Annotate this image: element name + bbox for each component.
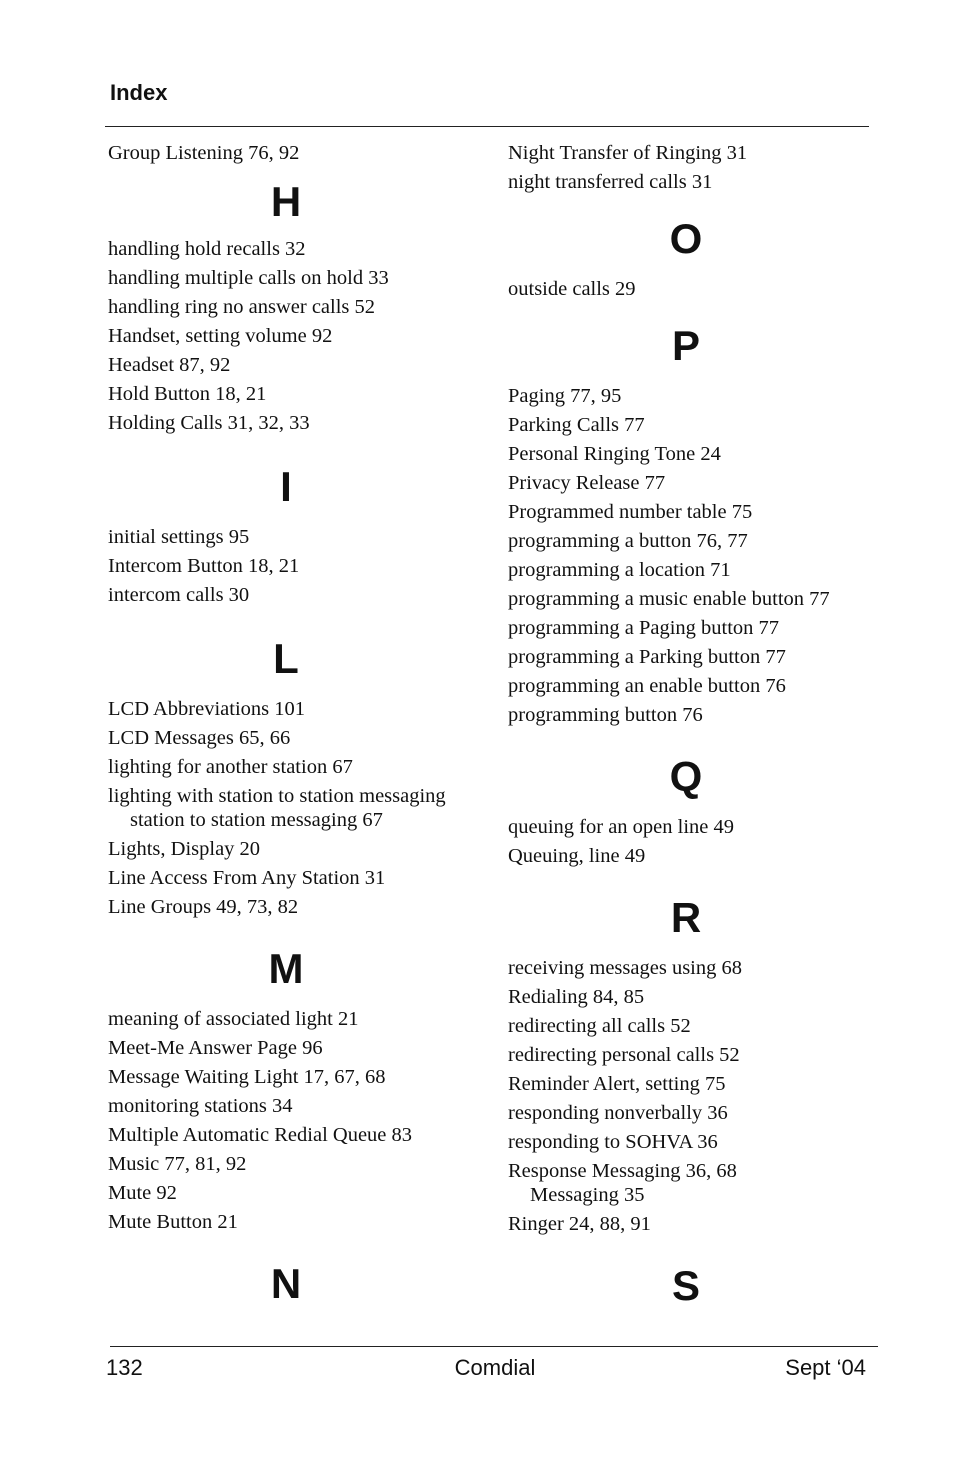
index-entry: meaning of associated light 21 xyxy=(108,1008,359,1030)
section-letter-l: L xyxy=(273,635,299,682)
section-letter-o: O xyxy=(669,215,703,262)
index-entry: monitoring stations 34 xyxy=(108,1095,293,1117)
index-entry: programming a Parking button 77 xyxy=(508,646,786,668)
index-entry: intercom calls 30 xyxy=(108,584,250,606)
index-entry: Parking Calls 77 xyxy=(508,414,645,436)
index-column-right xyxy=(508,139,868,1311)
index-entry: Music 77, 81, 92 xyxy=(108,1153,247,1175)
index-entry: Reminder Alert, setting 75 xyxy=(508,1073,726,1095)
index-entry: Privacy Release 77 xyxy=(508,472,666,494)
index-entry: Mute 92 xyxy=(108,1182,177,1204)
index-entry-main: Response Messaging 36, 68 xyxy=(508,1160,737,1182)
index-entry: handling hold recalls 32 xyxy=(108,238,306,260)
index-entry: responding to SOHVA 36 xyxy=(508,1131,718,1153)
index-entry: Line Access From Any Station 31 xyxy=(108,867,386,889)
index-entry: Night Transfer of Ringing 31 xyxy=(508,142,748,164)
index-entry: LCD Messages 65, 66 xyxy=(108,727,291,749)
index-entry: Intercom Button 18, 21 xyxy=(108,555,300,577)
index-entry: Paging 77, 95 xyxy=(508,385,622,407)
index-subentry: Messaging 35 xyxy=(530,1184,645,1206)
footer-rule xyxy=(110,1346,878,1347)
index-entry: programming button 76 xyxy=(508,704,703,726)
index-entry: night transferred calls 31 xyxy=(508,171,713,193)
index-entry-main: lighting with station to station messaging xyxy=(108,785,446,807)
index-entry: Group Listening 76, 92 xyxy=(108,142,300,164)
index-entry: Multiple Automatic Redial Queue 83 xyxy=(108,1124,413,1146)
index-entry: Mute Button 21 xyxy=(108,1211,238,1233)
header-rule xyxy=(105,126,869,127)
section-letter-i: I xyxy=(280,463,292,510)
index-entry: programming a location 71 xyxy=(508,559,731,581)
section-letter-r: R xyxy=(670,894,702,941)
index-entry: Meet-Me Answer Page 96 xyxy=(108,1037,323,1059)
section-letter-q: Q xyxy=(669,753,703,800)
index-entry: responding nonverbally 36 xyxy=(508,1102,728,1124)
index-entry: programming an enable button 76 xyxy=(508,675,786,697)
index-entry: programming a Paging button 77 xyxy=(508,617,780,639)
footer-date: Sept ‘04 xyxy=(785,1355,866,1380)
index-entry: Queuing, line 49 xyxy=(508,845,646,867)
index-entry: programming a button 76, 77 xyxy=(508,530,748,552)
index-entry: Message Waiting Light 17, 67, 68 xyxy=(108,1066,386,1088)
index-entry: outside calls 29 xyxy=(508,278,636,300)
index-entry: LCD Abbreviations 101 xyxy=(108,698,306,720)
index-entry: receiving messages using 68 xyxy=(508,957,742,979)
index-entry: lighting for another station 67 xyxy=(108,756,353,778)
index-entry: Ringer 24, 88, 91 xyxy=(508,1213,651,1235)
section-letter-m: M xyxy=(268,945,304,992)
index-entry-with-subentry xyxy=(508,1159,868,1207)
footer-page-number: 132 xyxy=(106,1355,143,1380)
section-letter-p: P xyxy=(671,322,700,369)
page-header-title: Index xyxy=(110,80,168,105)
index-subentry: station to station messaging 67 xyxy=(130,809,383,831)
index-entry: Headset 87, 92 xyxy=(108,354,231,376)
index-entry: programming a music enable button 77 xyxy=(508,588,830,610)
index-column-left xyxy=(108,139,468,1309)
section-letter-n: N xyxy=(270,1260,302,1307)
index-entry: redirecting personal calls 52 xyxy=(508,1044,740,1066)
index-entry: Redialing 84, 85 xyxy=(508,986,645,1008)
index-entry: Holding Calls 31, 32, 33 xyxy=(108,412,310,434)
index-entry: Personal Ringing Tone 24 xyxy=(508,443,721,465)
index-entry: handling multiple calls on hold 33 xyxy=(108,267,389,289)
index-entry: Programmed number table 75 xyxy=(508,501,753,523)
section-letter-s: S xyxy=(671,1262,700,1309)
index-entry-with-subentry xyxy=(108,784,468,832)
index-entry: Handset, setting volume 92 xyxy=(108,325,333,347)
section-letter-h: H xyxy=(270,178,302,225)
index-entry: Line Groups 49, 73, 82 xyxy=(108,896,299,918)
index-entry: queuing for an open line 49 xyxy=(508,816,735,838)
index-entry: Hold Button 18, 21 xyxy=(108,383,267,405)
index-entry: Lights, Display 20 xyxy=(108,838,261,860)
index-entry: initial settings 95 xyxy=(108,526,250,548)
footer-publisher: Comdial xyxy=(454,1355,536,1380)
index-entry: redirecting all calls 52 xyxy=(508,1015,691,1037)
index-entry: handling ring no answer calls 52 xyxy=(108,296,376,318)
